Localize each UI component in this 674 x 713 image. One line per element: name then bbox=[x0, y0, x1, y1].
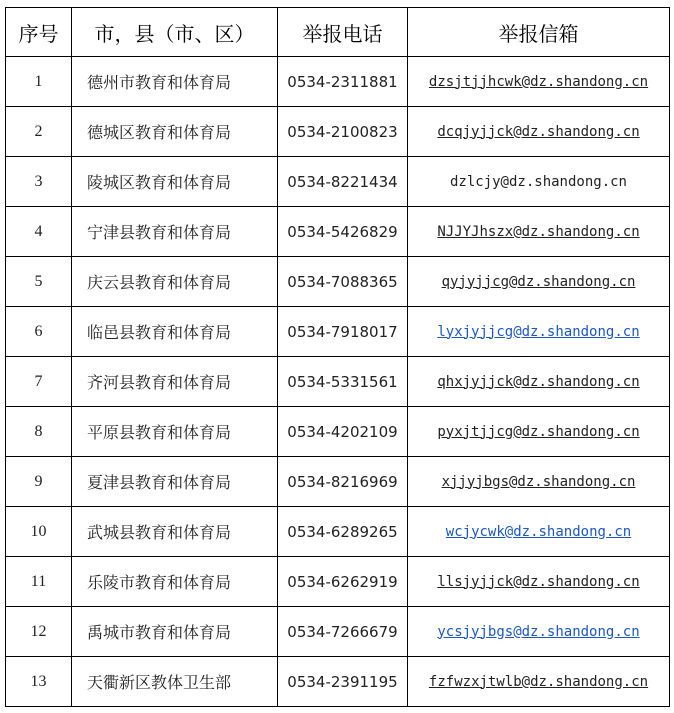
row-phone: 0534-7918017 bbox=[278, 307, 408, 357]
table-row bbox=[6, 257, 670, 307]
row-phone: 0534-2391195 bbox=[278, 657, 408, 707]
header-phone: 举报电话 bbox=[278, 8, 408, 57]
table-row bbox=[6, 507, 670, 557]
table-row bbox=[6, 657, 670, 707]
row-email-link[interactable]: xjjyjbgs@dz.shandong.cn bbox=[441, 473, 636, 490]
row-unit: 天衢新区教体卫生部 bbox=[72, 657, 278, 707]
row-phone: 0534-4202109 bbox=[278, 407, 408, 457]
row-email-link[interactable]: wcjycwk@dz.shandong.cn bbox=[445, 523, 632, 540]
table-row bbox=[6, 557, 670, 607]
row-unit: 齐河县教育和体育局 bbox=[72, 357, 278, 407]
row-email-link[interactable]: qhxjyjjck@dz.shandong.cn bbox=[437, 373, 640, 390]
row-seq: 1 bbox=[6, 57, 72, 107]
table-row bbox=[6, 207, 670, 257]
row-email-cell bbox=[408, 307, 670, 357]
row-phone: 0534-5426829 bbox=[278, 207, 408, 257]
row-email-link: dzlcjy@dz.shandong.cn bbox=[449, 173, 627, 190]
row-phone: 0534-7266679 bbox=[278, 607, 408, 657]
header-row bbox=[6, 8, 670, 57]
row-phone: 0534-2100823 bbox=[278, 107, 408, 157]
row-unit: 宁津县教育和体育局 bbox=[72, 207, 278, 257]
row-seq: 3 bbox=[6, 157, 72, 207]
report-contacts-table bbox=[5, 7, 670, 707]
row-email-cell bbox=[408, 207, 670, 257]
row-unit: 陵城区教育和体育局 bbox=[72, 157, 278, 207]
table-row bbox=[6, 607, 670, 657]
row-unit: 武城县教育和体育局 bbox=[72, 507, 278, 557]
row-seq: 5 bbox=[6, 257, 72, 307]
row-email-cell bbox=[408, 507, 670, 557]
table-row bbox=[6, 57, 670, 107]
row-phone: 0534-6289265 bbox=[278, 507, 408, 557]
header-unit: 市，县（市、区） bbox=[72, 8, 278, 57]
row-seq: 12 bbox=[6, 607, 72, 657]
table-row bbox=[6, 357, 670, 407]
row-email-cell bbox=[408, 357, 670, 407]
row-unit: 夏津县教育和体育局 bbox=[72, 457, 278, 507]
row-email-cell bbox=[408, 607, 670, 657]
header-seq: 序号 bbox=[6, 8, 72, 57]
row-email-link[interactable]: dcqjyjjck@dz.shandong.cn bbox=[437, 123, 640, 140]
row-email-cell bbox=[408, 107, 670, 157]
row-email-link[interactable]: lyxjyjjcg@dz.shandong.cn bbox=[437, 323, 640, 340]
row-email-cell bbox=[408, 157, 670, 207]
row-email-link[interactable]: fzfwzxjtwlb@dz.shandong.cn bbox=[428, 673, 649, 690]
row-email-link[interactable]: pyxjtjjcg@dz.shandong.cn bbox=[437, 423, 640, 440]
row-email-link[interactable]: llsjyjjck@dz.shandong.cn bbox=[437, 573, 640, 590]
row-seq: 6 bbox=[6, 307, 72, 357]
row-email-cell bbox=[408, 407, 670, 457]
row-seq: 2 bbox=[6, 107, 72, 157]
row-seq: 8 bbox=[6, 407, 72, 457]
row-seq: 7 bbox=[6, 357, 72, 407]
table-row bbox=[6, 407, 670, 457]
row-seq: 11 bbox=[6, 557, 72, 607]
table-row bbox=[6, 457, 670, 507]
row-email-cell bbox=[408, 57, 670, 107]
row-unit: 德城区教育和体育局 bbox=[72, 107, 278, 157]
row-unit: 临邑县教育和体育局 bbox=[72, 307, 278, 357]
row-phone: 0534-8221434 bbox=[278, 157, 408, 207]
row-seq: 4 bbox=[6, 207, 72, 257]
table-row bbox=[6, 307, 670, 357]
row-email-cell bbox=[408, 557, 670, 607]
table-row bbox=[6, 157, 670, 207]
row-email-link[interactable]: ycsjyjbgs@dz.shandong.cn bbox=[437, 623, 640, 640]
row-phone: 0534-6262919 bbox=[278, 557, 408, 607]
row-email-link[interactable]: dzsjtjjhcwk@dz.shandong.cn bbox=[428, 73, 649, 90]
row-phone: 0534-2311881 bbox=[278, 57, 408, 107]
row-unit: 德州市教育和体育局 bbox=[72, 57, 278, 107]
header-email: 举报信箱 bbox=[408, 8, 670, 57]
row-unit: 庆云县教育和体育局 bbox=[72, 257, 278, 307]
row-email-cell bbox=[408, 257, 670, 307]
row-phone: 0534-7088365 bbox=[278, 257, 408, 307]
row-phone: 0534-5331561 bbox=[278, 357, 408, 407]
row-email-cell bbox=[408, 457, 670, 507]
row-seq: 10 bbox=[6, 507, 72, 557]
row-seq: 9 bbox=[6, 457, 72, 507]
row-seq: 13 bbox=[6, 657, 72, 707]
row-unit: 乐陵市教育和体育局 bbox=[72, 557, 278, 607]
row-phone: 0534-8216969 bbox=[278, 457, 408, 507]
row-email-cell bbox=[408, 657, 670, 707]
row-email-link[interactable]: qyjyjjcg@dz.shandong.cn bbox=[441, 273, 636, 290]
row-unit: 禹城市教育和体育局 bbox=[72, 607, 278, 657]
row-unit: 平原县教育和体育局 bbox=[72, 407, 278, 457]
row-email-link[interactable]: NJJYJhszx@dz.shandong.cn bbox=[437, 223, 640, 240]
table-row bbox=[6, 107, 670, 157]
